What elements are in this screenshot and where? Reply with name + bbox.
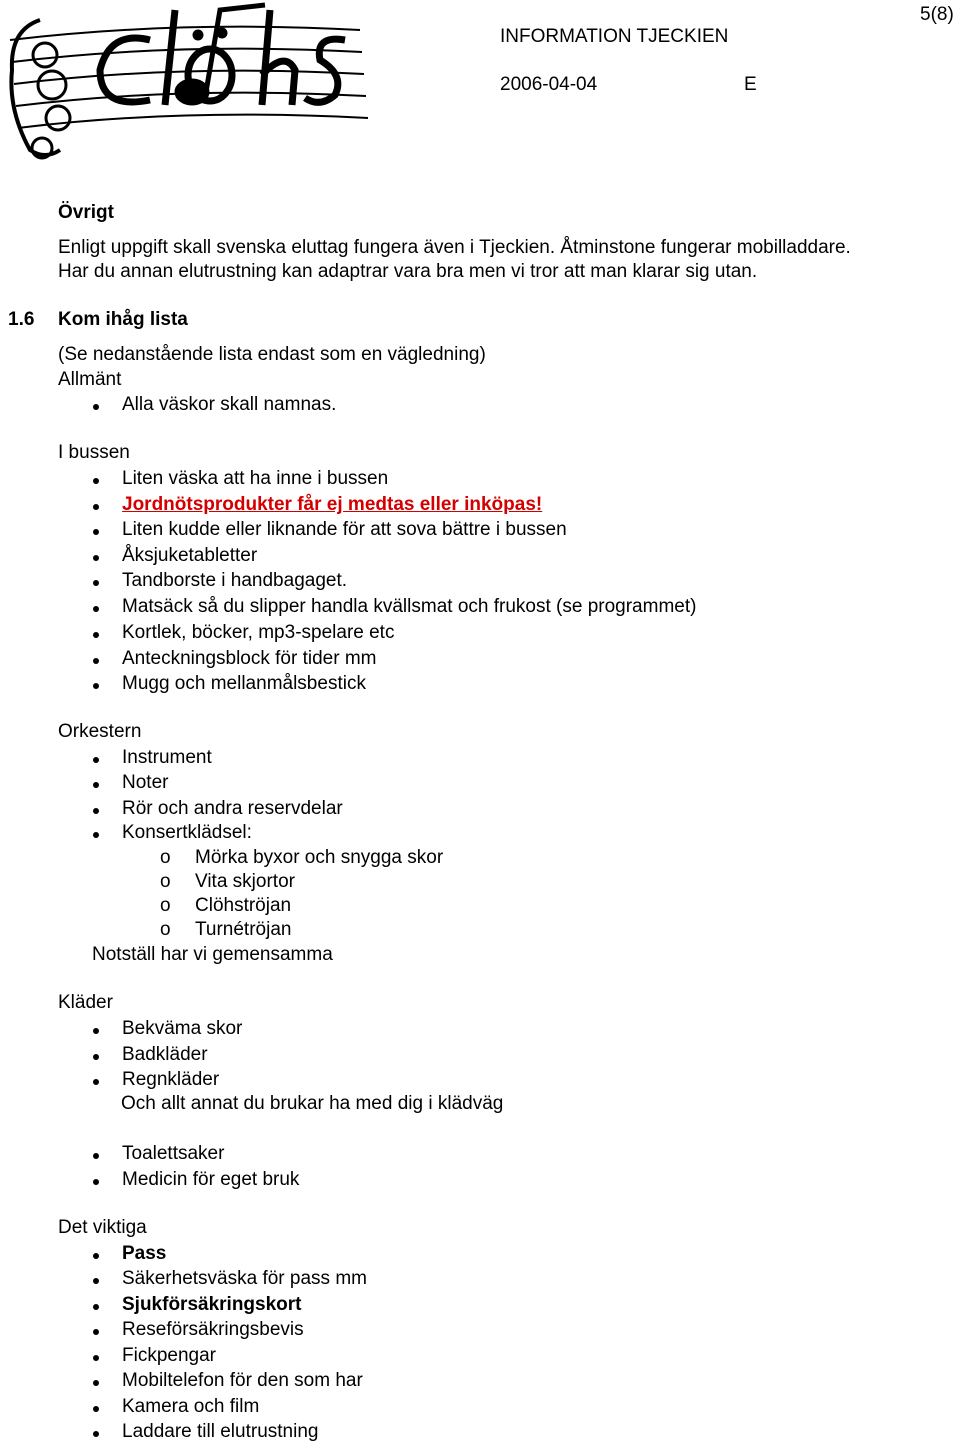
list-item: Anteckningsblock för tider mm [122, 648, 377, 669]
list-item: Kortlek, böcker, mp3-spelare etc [122, 622, 395, 643]
list-item: Matsäck så du slipper handla kvällsmat och frukost (se programmet) [122, 596, 697, 617]
list-item: Rör och andra reservdelar [122, 798, 343, 819]
klader-note: Och allt annat du brukar ha med dig i klädväg [121, 1093, 504, 1114]
sub-marker: o [160, 919, 171, 940]
sub-list-item: Clöhströjan [195, 895, 292, 916]
document-title: INFORMATION TJECKIEN [500, 26, 729, 47]
sub-list-item: Mörka byxor och snygga skor [195, 847, 444, 868]
list-item: Bekväma skor [122, 1018, 243, 1039]
bullet [93, 632, 99, 638]
bullet [93, 1179, 99, 1185]
bullet [93, 1054, 99, 1060]
sub-marker: o [160, 871, 171, 892]
bullet [93, 1329, 99, 1335]
bullet [93, 1253, 99, 1259]
page-number: 5(8) [920, 4, 954, 25]
allmant-heading: Allmänt [58, 369, 122, 390]
bullet [93, 478, 99, 484]
bullet [93, 1431, 99, 1437]
list-item: Pass [122, 1243, 167, 1264]
bullet [93, 757, 99, 763]
bullet [93, 1380, 99, 1386]
document-date: 2006-04-04 [500, 74, 598, 95]
list-item: Regnkläder [122, 1069, 220, 1090]
list-item: Kamera och film [122, 1396, 260, 1417]
document-version: E [744, 74, 757, 95]
bussen-heading: I bussen [58, 442, 130, 463]
ovrigt-line-2: Har du annan elutrustning kan adaptrar vara bra men vi tror att man klarar sig utan. [58, 261, 758, 282]
list-item: Konsertklädsel: [122, 822, 252, 843]
section-number: 1.6 [8, 309, 35, 330]
section-note: (Se nedanstående lista endast som en vägledning) [58, 344, 486, 365]
klader-heading: Kläder [58, 992, 113, 1013]
bullet [93, 404, 99, 410]
bullet [93, 1028, 99, 1034]
bullet [93, 782, 99, 788]
list-item: Toalettsaker [122, 1143, 225, 1164]
list-item: Medicin för eget bruk [122, 1169, 300, 1190]
bullet [93, 832, 99, 838]
orkestern-footer: Notställ har vi gemensamma [92, 944, 333, 965]
ovrigt-line-1: Enligt uppgift skall svenska eluttag fungera även i Tjeckien. Åtminstone fungerar mobilladdare. [58, 237, 851, 258]
orkestern-heading: Orkestern [58, 721, 142, 742]
sub-list-item: Vita skjortor [195, 871, 295, 892]
list-item: Laddare till elutrustning [122, 1421, 319, 1442]
list-item: Alla väskor skall namnas. [122, 394, 337, 415]
list-item: Noter [122, 772, 169, 793]
bullet [93, 504, 99, 510]
bullet [93, 580, 99, 586]
bullet [93, 1079, 99, 1085]
list-item: Sjukförsäkringskort [122, 1294, 302, 1315]
bullet [93, 658, 99, 664]
bullet [93, 1153, 99, 1159]
sub-marker: o [160, 847, 171, 868]
ovrigt-heading: Övrigt [58, 202, 114, 223]
list-item: Åksjuketabletter [122, 545, 258, 566]
bullet [93, 606, 99, 612]
bullet [93, 1278, 99, 1284]
bullet [93, 1406, 99, 1412]
bullet [93, 808, 99, 814]
section-title: Kom ihåg lista [58, 309, 188, 330]
sub-list-item: Turnétröjan [195, 919, 292, 940]
list-item: Mobiltelefon för den som har [122, 1370, 363, 1391]
peanut-warning: Jordnötsprodukter får ej medtas eller inköpas! [122, 494, 543, 515]
list-item: Liten kudde eller liknande för att sova bättre i bussen [122, 519, 567, 540]
list-item: Reseförsäkringsbevis [122, 1319, 304, 1340]
list-item: Fickpengar [122, 1345, 216, 1366]
list-item: Liten väska att ha inne i bussen [122, 468, 389, 489]
bullet [93, 1355, 99, 1361]
list-item: Mugg och mellanmålsbestick [122, 673, 366, 694]
bullet [93, 555, 99, 561]
bullet [93, 529, 99, 535]
sub-marker: o [160, 895, 171, 916]
bullet [93, 683, 99, 689]
list-item: Badkläder [122, 1044, 208, 1065]
list-item: Instrument [122, 747, 212, 768]
list-item: Tandborste i handbagaget. [122, 570, 348, 591]
list-item: Säkerhetsväska för pass mm [122, 1268, 367, 1289]
bullet [93, 1304, 99, 1310]
viktiga-heading: Det viktiga [58, 1217, 147, 1238]
clohs-logo [0, 0, 370, 168]
